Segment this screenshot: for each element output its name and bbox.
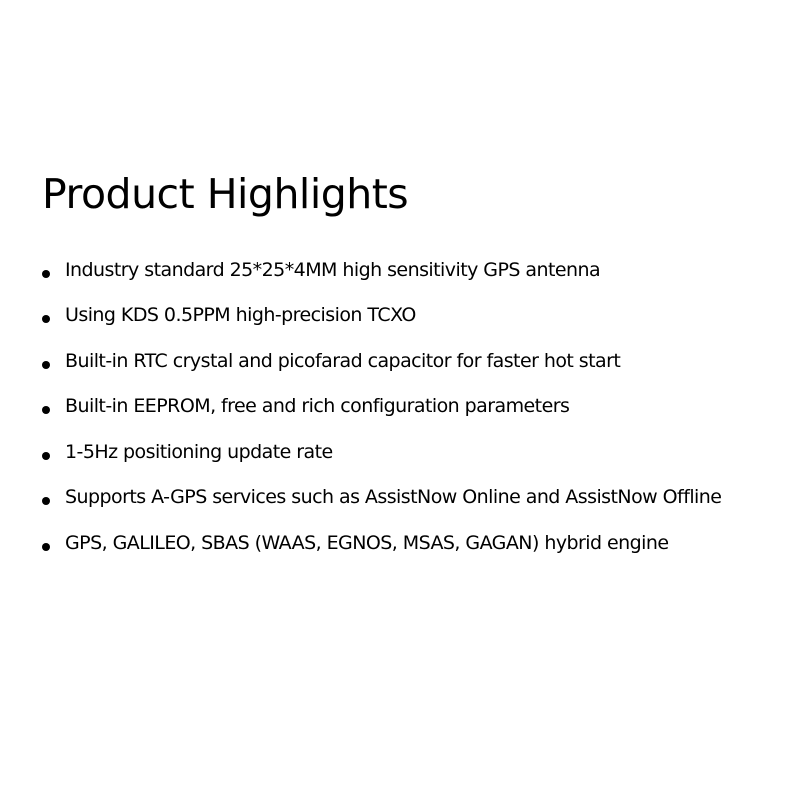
list-item <box>42 429 721 475</box>
list-item <box>42 338 721 384</box>
bullet-icon <box>42 270 50 278</box>
bullet-icon <box>42 361 50 369</box>
list-item-text: Supports A-GPS services such as AssistNow Online and AssistNow Offline <box>65 486 722 509</box>
bullet-icon <box>42 497 50 505</box>
list-item <box>42 247 721 293</box>
bullet-icon <box>42 543 50 551</box>
list-item <box>42 475 721 521</box>
highlights-list <box>42 247 721 566</box>
list-item <box>42 520 721 566</box>
list-item-text: Built-in RTC crystal and picofarad capacitor for faster hot start <box>65 349 621 372</box>
list-item <box>42 384 721 430</box>
bullet-icon <box>42 406 50 414</box>
bullet-icon <box>42 452 50 460</box>
bullet-icon <box>42 315 50 323</box>
list-item-text: 1-5Hz positioning update rate <box>65 440 333 463</box>
list-item-text: Built-in EEPROM, free and rich configuration parameters <box>65 395 570 418</box>
list-item-text: Using KDS 0.5PPM high-precision TCXO <box>65 304 416 327</box>
list-item-text: Industry standard 25*25*4MM high sensitivity GPS antenna <box>65 258 601 281</box>
page-title: Product Highlights <box>42 170 409 218</box>
list-item <box>42 293 721 339</box>
list-item-text: GPS, GALILEO, SBAS (WAAS, EGNOS, MSAS, GAGAN) hybrid engine <box>65 531 669 554</box>
